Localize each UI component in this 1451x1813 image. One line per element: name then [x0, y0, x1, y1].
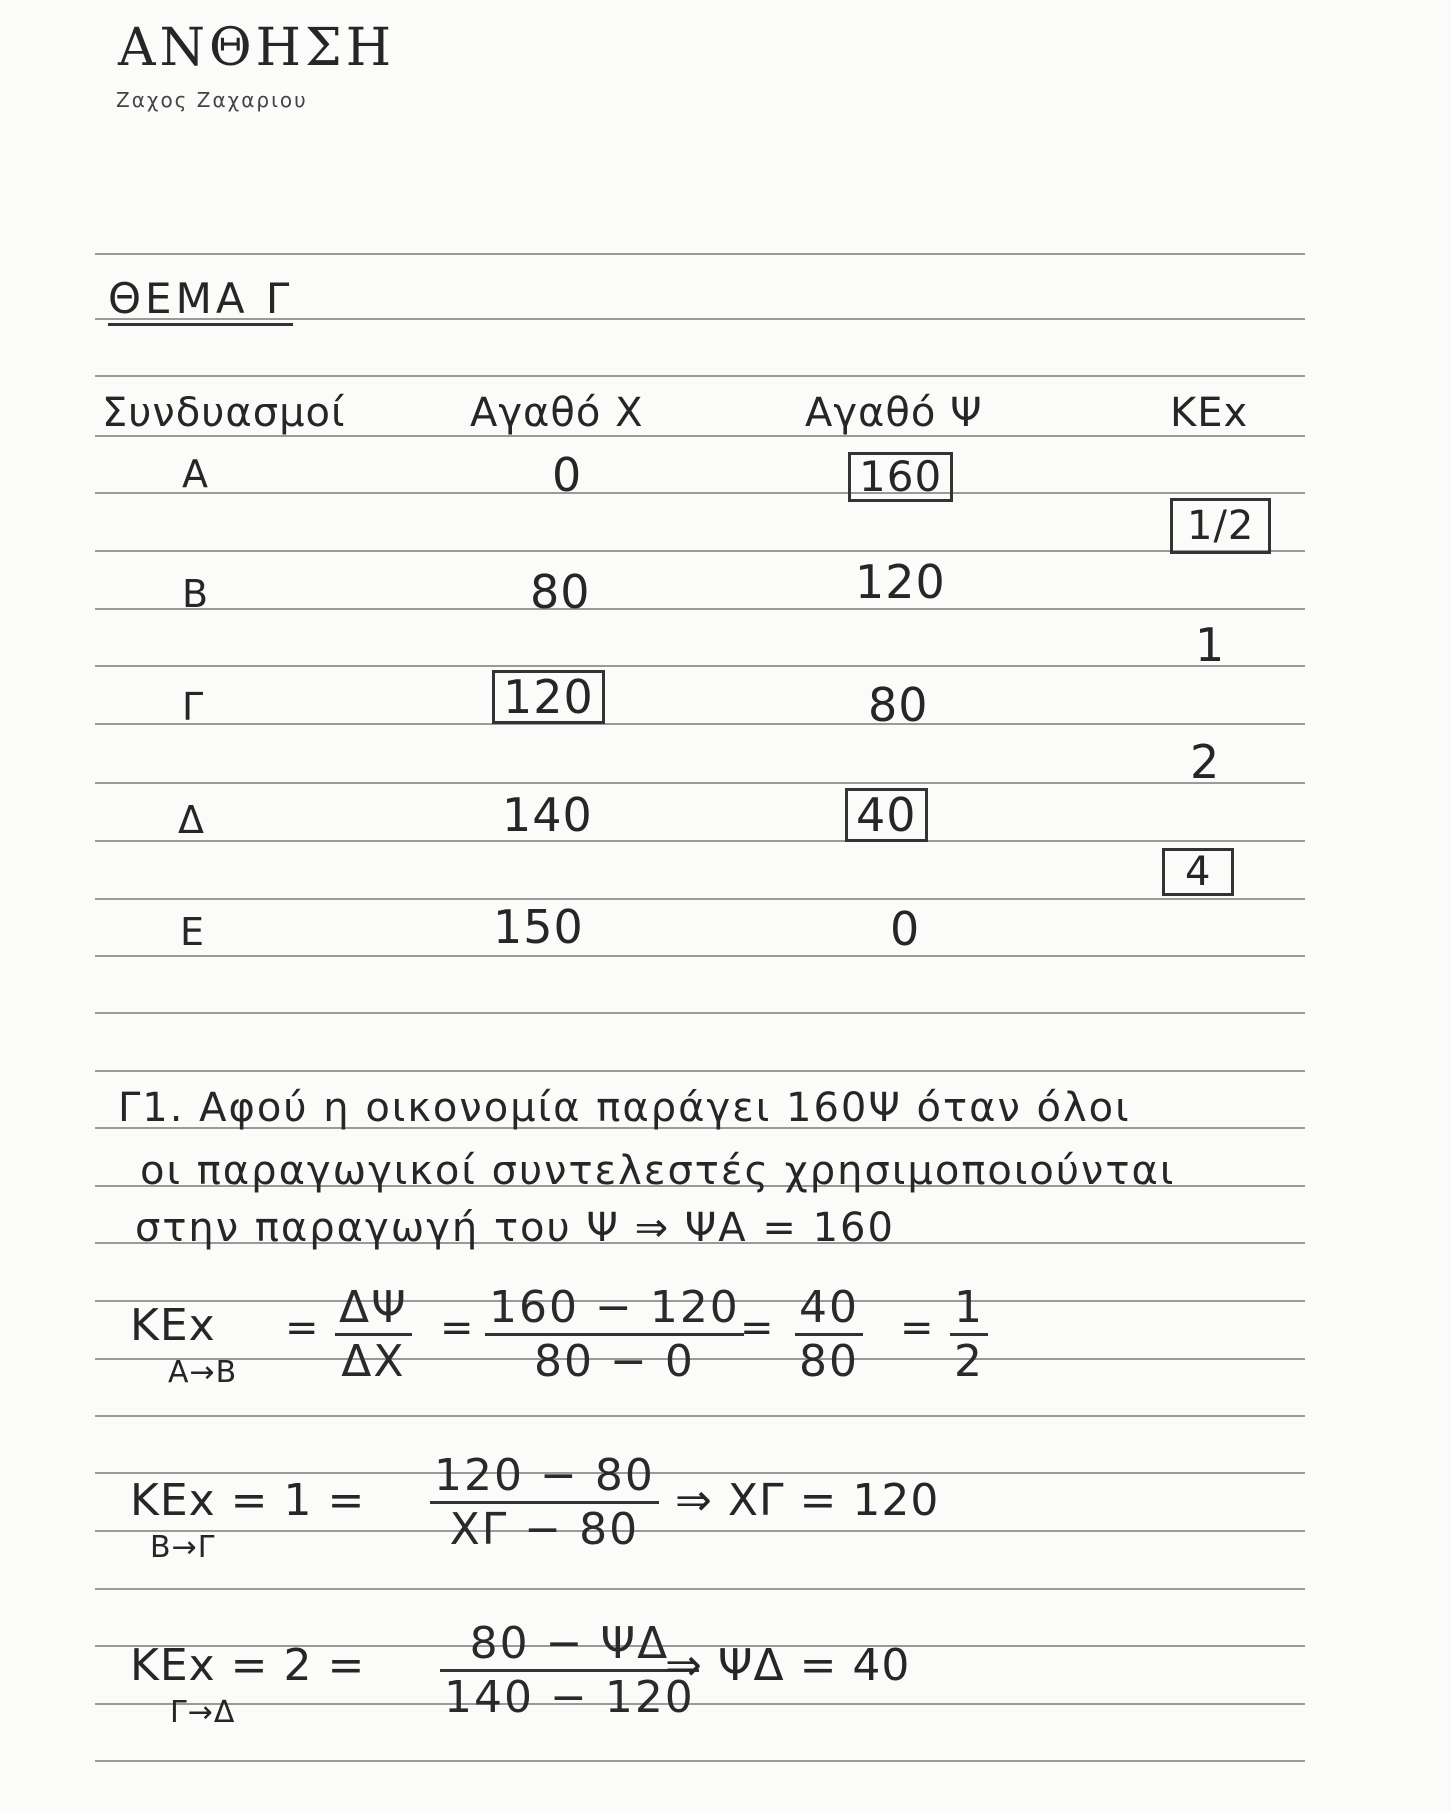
- ruled-line: [95, 955, 1305, 957]
- eq1-fraction-3: [795, 1282, 863, 1387]
- eq3-num: 80 − ΨΔ: [440, 1618, 699, 1672]
- eq3-lhs-sub: Γ→Δ: [170, 1695, 236, 1730]
- ruled-line: [95, 1012, 1305, 1014]
- ruled-line: [95, 782, 1305, 784]
- row-y-value: 0: [890, 902, 921, 956]
- ruled-line: [95, 253, 1305, 255]
- g1-line: στην παραγωγή του Ψ ⇒ ΨΑ = 160: [135, 1205, 895, 1251]
- eq1-fraction-4: [950, 1282, 988, 1387]
- ruled-line: [95, 723, 1305, 725]
- ruled-line: [95, 492, 1305, 494]
- row-label: Γ: [182, 685, 205, 729]
- ruled-line: [95, 898, 1305, 900]
- eq3-den: 140 − 120: [444, 1672, 695, 1723]
- equals-sign: =: [440, 1305, 475, 1351]
- ruled-line: [95, 1070, 1305, 1072]
- g1-line: Γ1. Αφού η οικονομία παράγει 160Ψ όταν όλοι: [118, 1085, 1131, 1131]
- eq1-f3-den: 80: [799, 1336, 859, 1387]
- eq2-lhs: ΚΕx = 1 =: [130, 1475, 366, 1526]
- eq1-f3-num: 40: [795, 1282, 863, 1336]
- section-title: ΘΕΜΑ Γ: [108, 274, 293, 326]
- row-y-value: 40: [845, 788, 928, 842]
- ruled-line: [95, 375, 1305, 377]
- header-kex: ΚΕx: [1170, 390, 1249, 436]
- row-label: Α: [182, 452, 209, 496]
- header-good-x: Αγαθό Χ: [470, 390, 644, 436]
- eq2-num: 120 − 80: [430, 1450, 659, 1504]
- eq1-f4-den: 2: [954, 1336, 984, 1387]
- ruled-line: [95, 1588, 1305, 1590]
- row-x-value: 0: [552, 448, 583, 502]
- eq2-den: ΧΓ − 80: [449, 1504, 640, 1555]
- ruled-line: [95, 1415, 1305, 1417]
- equals-sign: =: [740, 1305, 775, 1351]
- g1-line: οι παραγωγικοί συντελεστές χρησιμοποιούνται: [140, 1148, 1176, 1194]
- kex-value: 1/2: [1170, 498, 1271, 554]
- row-y-value: 80: [868, 678, 929, 732]
- row-y-value: 160: [848, 452, 953, 502]
- kex-value: 4: [1162, 848, 1234, 896]
- eq1-f1-num: ΔΨ: [335, 1282, 412, 1336]
- equals-sign: =: [285, 1305, 320, 1351]
- eq3-fraction: [440, 1618, 699, 1723]
- eq2-lhs-sub: Β→Γ: [150, 1530, 216, 1565]
- ruled-line: [95, 1530, 1305, 1532]
- equals-sign: =: [900, 1305, 935, 1351]
- header-good-y: Αγαθό Ψ: [805, 390, 983, 436]
- eq1-fraction-1: [335, 1282, 412, 1387]
- kex-value: 1: [1195, 618, 1226, 672]
- row-label: Β: [182, 572, 210, 616]
- ruled-line: [95, 608, 1305, 610]
- logo-title: ΑΝΘΗΣΗ: [118, 18, 396, 78]
- logo-subtitle: Ζαχος Ζαχαριου: [116, 88, 308, 112]
- row-y-value: 120: [855, 555, 946, 609]
- eq1-f2-num: 160 − 120: [485, 1282, 744, 1336]
- row-label: Ε: [180, 910, 206, 954]
- kex-value: 2: [1190, 735, 1221, 789]
- eq1-lhs-sub: Α→Β: [168, 1355, 238, 1390]
- eq1-fraction-2: [485, 1282, 744, 1387]
- ruled-line: [95, 1472, 1305, 1474]
- row-x-value: 80: [530, 565, 591, 619]
- eq1-f2-den: 80 − 0: [533, 1336, 695, 1387]
- eq1-f1-den: ΔΧ: [341, 1336, 406, 1387]
- row-label: Δ: [178, 798, 205, 842]
- ruled-line: [95, 550, 1305, 552]
- row-x-value: 120: [492, 670, 605, 724]
- eq2-fraction: [430, 1450, 659, 1555]
- eq2-result: ⇒ ΧΓ = 120: [675, 1475, 940, 1526]
- ruled-line: [95, 840, 1305, 842]
- row-x-value: 150: [493, 900, 584, 954]
- eq3-lhs: ΚΕx = 2 =: [130, 1640, 366, 1691]
- row-x-value: 140: [502, 788, 593, 842]
- eq1-lhs: ΚΕx: [130, 1300, 216, 1351]
- ruled-line: [95, 1760, 1305, 1762]
- ruled-line: [95, 1703, 1305, 1705]
- eq1-f4-num: 1: [950, 1282, 988, 1336]
- header-combinations: Συνδυασμοί: [102, 390, 346, 436]
- ruled-line: [95, 665, 1305, 667]
- eq3-result: ⇒ ΨΔ = 40: [665, 1640, 911, 1691]
